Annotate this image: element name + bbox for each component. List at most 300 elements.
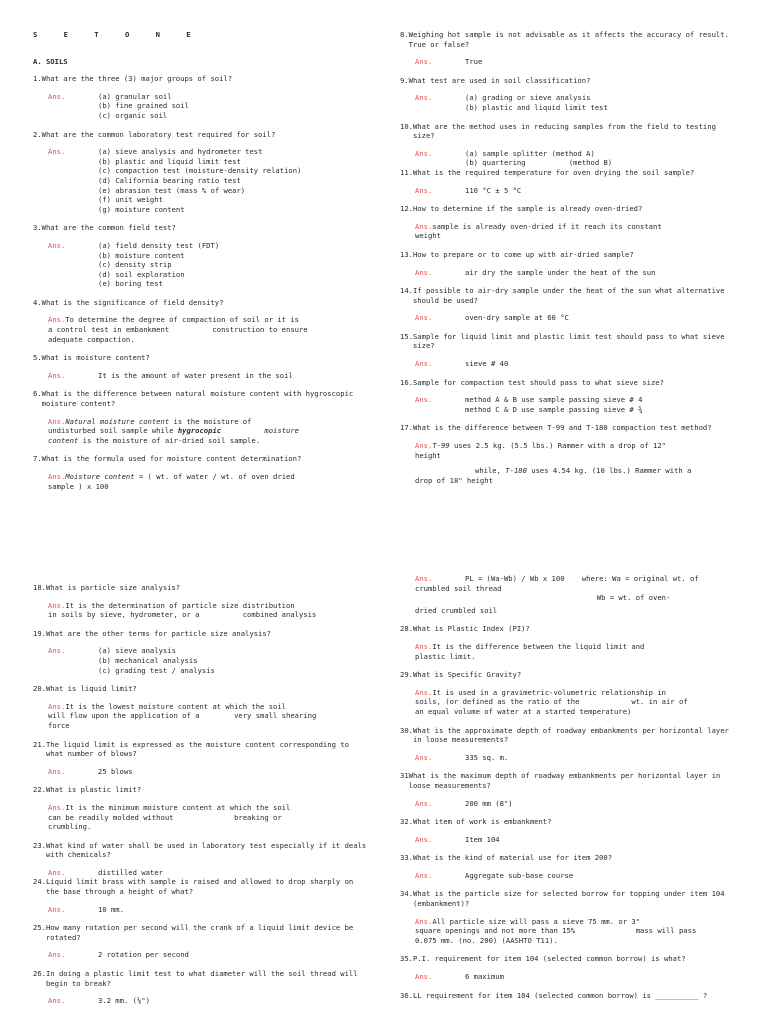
question-text: What is the formula used for moisture content determination? bbox=[41, 454, 302, 464]
answer-line bbox=[48, 721, 368, 731]
question-number: 5. bbox=[33, 353, 42, 363]
answer-row bbox=[415, 972, 735, 982]
question-number: 10. bbox=[400, 121, 413, 131]
answer bbox=[400, 149, 735, 168]
answer bbox=[33, 950, 368, 960]
answer-label: Ans. bbox=[415, 752, 433, 762]
answer-line bbox=[415, 688, 735, 698]
answer-line bbox=[415, 917, 735, 927]
answer-row bbox=[415, 93, 735, 112]
answer-lines bbox=[465, 359, 735, 369]
formula-line-1: PL = (Wa-Wb) / Wb x 100 where: Wa = original wt. of bbox=[465, 574, 699, 583]
question bbox=[400, 889, 735, 908]
question-number: 25. bbox=[33, 923, 46, 933]
question-number: 28. bbox=[400, 624, 413, 634]
question-number: 34. bbox=[400, 889, 413, 899]
answer bbox=[33, 147, 368, 214]
question-number: 6. bbox=[33, 389, 42, 399]
answer-paragraph bbox=[33, 472, 368, 491]
question-text: What is liquid limit? bbox=[45, 684, 137, 694]
question-text: What is moisture content? bbox=[41, 353, 150, 363]
answer-line: 25 blows bbox=[98, 766, 133, 776]
question-text: How many rotation per second will the crank of a liquid limit device be rotated? bbox=[45, 923, 354, 942]
answer-line bbox=[415, 936, 735, 946]
question-number: 32. bbox=[400, 817, 413, 827]
answer-line: (b) mechanical analysis bbox=[98, 655, 198, 665]
question-number: 16. bbox=[400, 377, 413, 387]
answer-row bbox=[415, 359, 735, 369]
answer-row bbox=[415, 799, 735, 809]
answer-paragraph bbox=[33, 417, 368, 446]
answer-line bbox=[48, 803, 368, 813]
question-item bbox=[33, 353, 368, 380]
plastic-limit-formula-block bbox=[400, 574, 735, 615]
answer bbox=[33, 241, 368, 289]
question bbox=[400, 423, 735, 433]
question bbox=[400, 332, 735, 351]
answer-text: while, bbox=[475, 466, 506, 476]
question bbox=[400, 286, 735, 305]
answer-label: Ans. bbox=[415, 221, 433, 231]
answer-line: (b) quartering (method B) bbox=[465, 158, 613, 168]
answer-text: is the moisture of air-dried soil sample. bbox=[78, 435, 261, 445]
answer-line: sample ) x 100 bbox=[48, 481, 109, 491]
answer bbox=[33, 767, 368, 777]
answer-line: method C & D use sample passing sieve # ¾ bbox=[465, 404, 643, 414]
answer-term: hygrocopic bbox=[177, 426, 222, 436]
question-item bbox=[33, 298, 368, 344]
answer-line bbox=[48, 472, 368, 482]
answer-label: Ans. bbox=[415, 395, 433, 405]
answer-line bbox=[48, 417, 368, 427]
question-number: 15. bbox=[400, 331, 413, 341]
question bbox=[400, 378, 735, 388]
question-item bbox=[33, 74, 368, 120]
question-number: 36. bbox=[400, 990, 413, 1000]
formula-line-4: dried crumbled soil bbox=[415, 605, 498, 615]
question bbox=[400, 168, 735, 178]
answer-line bbox=[415, 441, 735, 451]
question bbox=[33, 785, 368, 795]
answer-line: (g) moisture content bbox=[98, 204, 185, 214]
answer-label: Ans. bbox=[48, 600, 66, 610]
question-number: 21. bbox=[33, 739, 46, 749]
question-text: Sample for liquid limit and plastic limit test should pass to what sieve size? bbox=[412, 331, 725, 351]
answer-lines bbox=[465, 972, 735, 982]
question-number: 29. bbox=[400, 670, 413, 680]
answer-label: Ans. bbox=[48, 91, 66, 101]
question-item bbox=[400, 204, 735, 241]
set-title: S E T O N E bbox=[33, 30, 202, 39]
answer-lines bbox=[465, 313, 735, 323]
answer-label: Ans. bbox=[48, 867, 66, 877]
question-text: If possible to air-dry sample under the heat of the sun what alternative should be used? bbox=[412, 286, 725, 305]
question bbox=[400, 771, 735, 790]
answer-line bbox=[48, 711, 368, 721]
answer-label: Ans. bbox=[415, 148, 433, 158]
answer-label: Ans. bbox=[415, 267, 433, 277]
question-item bbox=[400, 771, 735, 808]
question-number: 7. bbox=[33, 454, 42, 464]
question-item bbox=[33, 223, 368, 289]
answer-line bbox=[415, 222, 735, 232]
answer-paragraph bbox=[33, 803, 368, 832]
question-text: What is the significance of field density? bbox=[41, 297, 224, 307]
question-number: 2. bbox=[33, 129, 42, 139]
question-item bbox=[400, 250, 735, 277]
question-item bbox=[33, 785, 368, 831]
answer-row bbox=[48, 868, 368, 878]
question bbox=[33, 684, 368, 694]
answer-text: uses 2.5 kg. (5.5 lbs.) Rammer with a drop of 12" bbox=[449, 441, 666, 451]
answer bbox=[33, 371, 368, 381]
answer-text: To determine the degree of compaction of soil or it is bbox=[65, 315, 299, 325]
answer bbox=[400, 57, 735, 67]
answer-label: Ans. bbox=[415, 972, 433, 982]
answer bbox=[400, 395, 735, 414]
answer-row bbox=[415, 835, 735, 845]
question bbox=[33, 454, 368, 464]
answer-line: It is the amount of water present in the soil bbox=[98, 370, 293, 380]
answer-text: 0.075 mm. (no. 200) (AASHTO T11). bbox=[415, 935, 558, 945]
answer-text: will flow upon the application of a very small shearing bbox=[48, 711, 317, 721]
question-number: 33. bbox=[400, 853, 413, 863]
question-text: What is plastic limit? bbox=[45, 785, 142, 795]
answer-lines bbox=[465, 395, 735, 414]
answer-text: square openings and not more than 15% mass will pass bbox=[415, 926, 697, 936]
answer-label: Ans. bbox=[415, 687, 433, 697]
question-text: The liquid limit is expressed as the moisture content corresponding to what number of blows? bbox=[45, 739, 349, 759]
answer-label: Ans. bbox=[415, 641, 433, 651]
question bbox=[33, 740, 368, 759]
question-text: What item of work is embankment? bbox=[412, 817, 552, 827]
answer-paragraph bbox=[400, 642, 735, 661]
question-item bbox=[33, 389, 368, 445]
question-text: How to prepare or to come up with air-dried sample? bbox=[412, 249, 634, 259]
answer-label: Ans. bbox=[48, 416, 66, 426]
answer-line bbox=[415, 652, 735, 662]
answer-lines bbox=[465, 186, 735, 196]
question-item bbox=[400, 853, 735, 880]
answer-lines bbox=[98, 92, 368, 121]
question bbox=[400, 30, 735, 49]
question-item bbox=[400, 726, 735, 763]
question bbox=[400, 991, 735, 1001]
question-number: 1. bbox=[33, 74, 42, 84]
answer-paragraph bbox=[400, 917, 735, 946]
question-item bbox=[400, 30, 735, 67]
question-item bbox=[33, 684, 368, 730]
question-text: What is the kind of material use for item 200? bbox=[412, 853, 613, 863]
section-title: A. SOILS bbox=[33, 56, 68, 66]
answer bbox=[400, 186, 735, 196]
question-item bbox=[33, 841, 368, 878]
answer-row bbox=[48, 767, 368, 777]
question-item bbox=[33, 969, 368, 1006]
question-number: 35. bbox=[400, 954, 413, 964]
answer-row bbox=[415, 57, 735, 67]
answer-lines bbox=[465, 149, 735, 168]
question bbox=[400, 624, 735, 634]
answer-term: Natural moisture content bbox=[65, 416, 170, 426]
answer-lines bbox=[98, 371, 368, 381]
question-item bbox=[33, 454, 368, 491]
answer-text: All particle size will pass a sieve 75 mm. or 3" bbox=[432, 916, 641, 926]
question-item bbox=[400, 954, 735, 981]
question bbox=[400, 670, 735, 680]
answer-row bbox=[48, 646, 368, 675]
answer-line: 335 sq. m. bbox=[465, 752, 509, 762]
question-number: 8. bbox=[400, 30, 409, 39]
answer-lines bbox=[465, 753, 735, 763]
answer-line bbox=[48, 702, 368, 712]
question-text: What is Plastic Index (PI)? bbox=[412, 624, 530, 634]
question-number: 18. bbox=[33, 583, 46, 592]
formula-line-3: Wb = wt. of oven- bbox=[415, 593, 671, 603]
question-text: P.I. requirement for item 104 (selected common borrow) is what? bbox=[412, 954, 686, 964]
answer-label: Ans. bbox=[415, 870, 433, 880]
answer-text: It is used in a gravimetric-volumetric relationship in bbox=[432, 687, 666, 697]
answer-row bbox=[48, 92, 368, 121]
answer-line: (a) field density test (FDT) bbox=[98, 240, 220, 250]
answer-line: (c) organic soil bbox=[98, 110, 168, 120]
question-text: What is Specific Gravity? bbox=[412, 670, 522, 680]
answer-term: Moisture content bbox=[65, 472, 135, 481]
answer-label: Ans. bbox=[415, 798, 433, 808]
question bbox=[33, 298, 368, 308]
question-text: In doing a plastic limit test to what diameter will the soil thread will begin to break? bbox=[45, 969, 358, 988]
answer-term: T-99 bbox=[432, 441, 450, 451]
answer-line bbox=[48, 426, 368, 436]
question bbox=[33, 130, 368, 140]
answer-line: (a) sample splitter (method A) bbox=[465, 148, 595, 158]
question-item bbox=[400, 991, 735, 1001]
answer-line: (c) grading test / analysis bbox=[98, 665, 215, 675]
answer-line: (d) California bearing ratio test bbox=[98, 175, 241, 185]
answer bbox=[400, 359, 735, 369]
question-item bbox=[400, 332, 735, 369]
answer-label: Ans. bbox=[415, 93, 433, 103]
answer-paragraph bbox=[400, 222, 735, 241]
answer-paragraph bbox=[400, 441, 735, 485]
answer-text: adequate compaction. bbox=[48, 334, 135, 344]
answer-line bbox=[48, 813, 368, 823]
answer-text: undisturbed soil sample while bbox=[48, 426, 178, 436]
answer bbox=[33, 905, 368, 915]
answer-lines bbox=[98, 767, 368, 777]
answer-text: sample is already oven-dried if it reach its constant bbox=[432, 221, 662, 231]
answer-row bbox=[48, 950, 368, 960]
question-text: What are the three (3) major groups of soil? bbox=[41, 74, 233, 84]
answer-lines bbox=[98, 905, 368, 915]
answer-paragraph bbox=[33, 702, 368, 731]
answer-row bbox=[415, 395, 735, 414]
question-number: 30. bbox=[400, 725, 413, 735]
question-number: 14. bbox=[400, 286, 413, 296]
answer-line: Aggregate sub-base course bbox=[465, 870, 574, 880]
answer-lines bbox=[98, 147, 368, 214]
answer-term: content bbox=[48, 435, 79, 445]
answer-text: an equal volume of water at a started temperature) bbox=[415, 706, 632, 716]
question-number: 24. bbox=[33, 877, 46, 887]
question-text: Liquid limit brass with sample is raised and allowed to drop sharply on the base through a height of what? bbox=[45, 877, 354, 897]
answer-line: (f) unit weight bbox=[98, 195, 163, 205]
answer-line: 2 rotation per second bbox=[98, 950, 189, 960]
question bbox=[33, 353, 368, 363]
answer-line: (a) grading or sieve analysis bbox=[465, 93, 591, 103]
question bbox=[400, 853, 735, 863]
top-left-column bbox=[33, 30, 368, 500]
answer-lines bbox=[465, 835, 735, 845]
question-text: What are the common laboratory test required for soil? bbox=[41, 129, 276, 139]
answer-line: True bbox=[465, 57, 483, 67]
answer-label: Ans. bbox=[48, 904, 66, 914]
question-text: What is the particle size for selected borrow for topping under item 104 (embankment)? bbox=[412, 889, 725, 909]
question bbox=[33, 969, 368, 988]
question bbox=[33, 223, 368, 233]
answer-label: Ans. bbox=[415, 574, 433, 583]
answer-text: = ( wt. of water / wt. of oven dried bbox=[134, 472, 295, 481]
answer-paragraph bbox=[33, 601, 368, 620]
answer-label: Ans. bbox=[415, 834, 433, 844]
answer-line bbox=[48, 610, 368, 620]
answer-line bbox=[415, 707, 735, 717]
answer-line: 10 mm. bbox=[98, 904, 124, 914]
answer-line bbox=[415, 642, 735, 652]
answer bbox=[400, 268, 735, 278]
question-item bbox=[33, 923, 368, 960]
answer-text: in soils by sieve, hydrometer, or a combined analysis bbox=[48, 610, 317, 620]
answer-paragraph bbox=[400, 688, 735, 717]
question-text: What is the difference between natural moisture content with hygroscopic moisture content? bbox=[41, 389, 354, 409]
question-text: What is the maximum depth of roadway embankments per horizontal layer in loose measurements? bbox=[408, 771, 721, 790]
answer-label: Ans. bbox=[48, 370, 66, 380]
answer-text: weight bbox=[415, 231, 441, 241]
question-item bbox=[33, 130, 368, 215]
question-item bbox=[400, 817, 735, 844]
answer-line: Item 104 bbox=[465, 834, 500, 844]
bottom-right-column bbox=[400, 574, 735, 1009]
answer-text: force bbox=[48, 720, 70, 730]
answer-text: soils, (or defined as the ratio of the wt. in air of bbox=[415, 697, 688, 707]
answer bbox=[33, 646, 368, 675]
answer-label: Ans. bbox=[415, 441, 433, 451]
answer-line: (a) sieve analysis and hydrometer test bbox=[98, 147, 263, 157]
answer-label: Ans. bbox=[48, 996, 66, 1006]
question-item bbox=[400, 122, 735, 168]
answer-row bbox=[415, 871, 735, 881]
answer-row bbox=[48, 147, 368, 214]
answer-row bbox=[48, 241, 368, 289]
answer-lines bbox=[465, 268, 735, 278]
answer-row bbox=[48, 996, 368, 1006]
question-text: What are the common field test? bbox=[41, 223, 176, 233]
answer-line: drop of 18" height bbox=[415, 475, 493, 485]
top-right-column bbox=[400, 30, 735, 494]
question-text: How to determine if the sample is already oven-dried? bbox=[412, 204, 643, 214]
answer-label: Ans. bbox=[48, 766, 66, 776]
answer-row bbox=[48, 371, 368, 381]
answer-lines bbox=[98, 950, 368, 960]
answer-text: It is the minimum moisture content at which the soil bbox=[65, 802, 291, 812]
question-list-bottom-left bbox=[33, 583, 368, 1006]
question-item bbox=[400, 624, 735, 661]
question bbox=[400, 76, 735, 86]
answer-line: 110 °C ± 5 °C bbox=[465, 185, 522, 195]
question-text: What is particle size analysis? bbox=[45, 583, 181, 592]
answer-lines bbox=[98, 241, 368, 289]
question bbox=[400, 726, 735, 745]
question-number: 13. bbox=[400, 249, 413, 259]
answer-term: T-180 bbox=[505, 466, 527, 476]
answer bbox=[400, 93, 735, 112]
answer-text: uses 4.54 kg. (10 lbs.) Rammer with a bbox=[526, 466, 692, 476]
answer-lines bbox=[465, 93, 735, 112]
answer-line: oven-dry sample at 60 °C bbox=[465, 313, 569, 323]
answer-line: (d) soil exploration bbox=[98, 269, 185, 279]
answer-line: (b) plastic and liquid limit test bbox=[465, 102, 608, 112]
answer-line bbox=[48, 601, 368, 611]
bottom-left-column bbox=[33, 583, 368, 1015]
question-text: What are the other terms for particle size analysis? bbox=[45, 628, 272, 638]
question-item bbox=[400, 76, 735, 113]
answer-text: It is the determination of particle size distribution bbox=[65, 600, 295, 610]
question bbox=[33, 841, 368, 860]
answer bbox=[33, 92, 368, 121]
answer-line: (b) plastic and liquid limit test bbox=[98, 156, 241, 166]
question-text: What is the approximate depth of roadway embankments per horizontal layer in loose measurements? bbox=[412, 725, 729, 745]
question-item bbox=[400, 670, 735, 716]
question bbox=[33, 583, 368, 593]
answer-row bbox=[415, 268, 735, 278]
answer-label: Ans. bbox=[48, 315, 66, 325]
formula-line-2: crumbled soil thread bbox=[415, 583, 502, 593]
question bbox=[33, 923, 368, 942]
answer-line: 3.2 mm. (⅛") bbox=[98, 996, 150, 1006]
answer-line bbox=[48, 315, 368, 325]
answer-lines bbox=[465, 799, 735, 809]
answer-label: Ans. bbox=[48, 472, 66, 481]
question-text: What is the difference between T-99 and T-180 compaction test method? bbox=[412, 423, 712, 433]
answer-line bbox=[48, 822, 368, 832]
question bbox=[33, 389, 368, 408]
answer-line bbox=[415, 697, 735, 707]
question-number: 22. bbox=[33, 785, 46, 795]
answer-label: Ans. bbox=[415, 916, 433, 926]
answer bbox=[400, 871, 735, 881]
answer-line bbox=[48, 335, 368, 345]
answer-line: (c) density strip bbox=[98, 260, 172, 270]
question-number: 4. bbox=[33, 297, 42, 307]
answer-line bbox=[415, 926, 735, 936]
question-item bbox=[400, 378, 735, 415]
answer-row bbox=[415, 186, 735, 196]
question-item bbox=[400, 889, 735, 945]
answer-label: Ans. bbox=[48, 147, 66, 157]
question bbox=[33, 74, 368, 84]
answer-line: 6 maximum bbox=[465, 972, 504, 982]
answer-line: air dry the sample under the heat of the sun bbox=[465, 267, 656, 277]
answer-text: a control test in embankment construction to ensure bbox=[48, 325, 308, 335]
answer-line: (a) granular soil bbox=[98, 91, 172, 101]
question bbox=[400, 122, 735, 141]
question-number: 12. bbox=[400, 204, 413, 214]
question-number: 31 bbox=[400, 771, 409, 781]
question-item bbox=[33, 629, 368, 675]
answer-line: (a) sieve analysis bbox=[98, 646, 176, 656]
answer-line bbox=[415, 231, 735, 241]
answer-term: moisture bbox=[221, 426, 299, 436]
